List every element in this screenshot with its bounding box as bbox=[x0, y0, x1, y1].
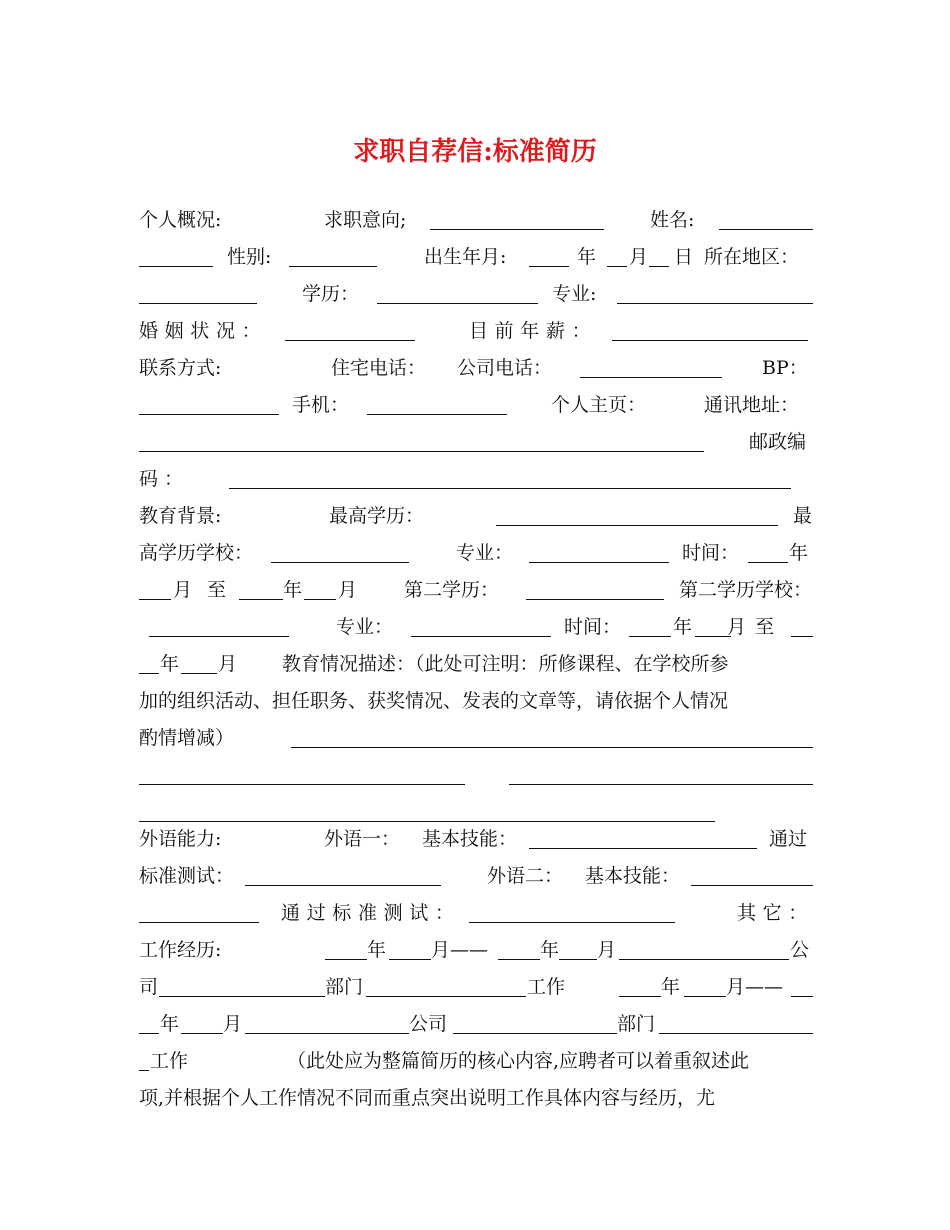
label-text: 目前年薪： bbox=[469, 320, 598, 342]
fill-in-blank[interactable] bbox=[181, 1007, 223, 1034]
resume-line bbox=[139, 1081, 813, 1115]
fill-in-blank[interactable] bbox=[325, 933, 367, 960]
fill-in-blank[interactable] bbox=[139, 277, 257, 304]
fill-in-blank[interactable] bbox=[659, 1007, 813, 1034]
label-text: 基本技能： bbox=[422, 828, 518, 850]
fill-in-blank[interactable] bbox=[245, 859, 441, 886]
fill-in-blank[interactable] bbox=[304, 573, 336, 600]
fill-in-blank[interactable] bbox=[691, 859, 813, 886]
label-text: 第二学历： bbox=[404, 579, 500, 601]
fill-in-blank[interactable] bbox=[526, 573, 664, 600]
label-text: 高学历学校： bbox=[139, 542, 254, 564]
label-text: 年 bbox=[160, 1013, 180, 1035]
label-text: 年 bbox=[577, 246, 597, 268]
label-text: 通讯地址： bbox=[704, 394, 800, 416]
fill-in-blank[interactable] bbox=[430, 203, 604, 230]
label-text: 第二学历学校： bbox=[679, 579, 813, 601]
label-text: 手机： bbox=[292, 394, 350, 416]
fill-in-blank[interactable] bbox=[453, 1007, 617, 1034]
fill-in-blank[interactable] bbox=[366, 970, 526, 997]
fill-in-blank[interactable] bbox=[791, 970, 813, 997]
label-text: 加的组织活动、担任职务、获奖情况、发表的文章等，请依据个人情况 bbox=[139, 690, 729, 712]
fill-in-blank[interactable] bbox=[719, 203, 813, 230]
fill-in-blank[interactable] bbox=[389, 933, 431, 960]
label-text: 月 bbox=[223, 1013, 243, 1035]
fill-in-blank[interactable] bbox=[529, 822, 757, 849]
label-text: 部门 bbox=[325, 976, 364, 998]
resume-line bbox=[139, 425, 813, 459]
fill-in-blank[interactable] bbox=[559, 933, 597, 960]
fill-in-blank[interactable] bbox=[748, 536, 788, 563]
label-text: 工作经历: bbox=[139, 939, 222, 961]
label-text: 最高学历： bbox=[329, 505, 425, 527]
label-text: 公 bbox=[790, 939, 810, 961]
fill-in-blank[interactable] bbox=[695, 610, 731, 637]
label-text: 年 bbox=[160, 653, 180, 675]
fill-in-blank[interactable] bbox=[367, 388, 507, 415]
resume-line bbox=[139, 462, 813, 496]
fill-in-blank[interactable] bbox=[291, 721, 813, 748]
fill-in-blank[interactable] bbox=[139, 1007, 159, 1034]
resume-line bbox=[139, 896, 813, 930]
fill-in-blank[interactable] bbox=[529, 240, 569, 267]
label-text: 年 bbox=[540, 939, 560, 961]
label-text: 外语一： bbox=[324, 828, 401, 850]
resume-line bbox=[139, 758, 813, 792]
label-text: 教育情况描述：（此处可注明：所修课程、在学校所参 bbox=[282, 653, 729, 675]
label-text: （此处应为整篇简历的核心内容,应聘者可以着重叙述此 bbox=[287, 1050, 750, 1072]
label-text: 性别: bbox=[227, 246, 272, 268]
fill-in-blank[interactable] bbox=[619, 970, 661, 997]
fill-in-blank[interactable] bbox=[791, 610, 813, 637]
fill-in-blank[interactable] bbox=[411, 610, 551, 637]
fill-in-blank[interactable] bbox=[229, 462, 791, 489]
label-text: 学历： bbox=[302, 283, 360, 305]
resume-line bbox=[139, 1044, 813, 1078]
resume-line bbox=[139, 277, 813, 311]
label-text: 婚姻状况： bbox=[139, 320, 268, 342]
page-title: 求职自荐信:标准简历 bbox=[353, 137, 597, 167]
label-text: 月 bbox=[173, 579, 193, 601]
label-text: 日 bbox=[674, 246, 694, 268]
label-text: 工作 bbox=[527, 976, 566, 998]
label-text: 年 bbox=[789, 542, 809, 564]
label-text: 酌情增减） bbox=[139, 727, 235, 749]
label-text: 年 bbox=[283, 579, 303, 601]
resume-line bbox=[139, 351, 813, 385]
fill-in-blank[interactable] bbox=[139, 896, 259, 923]
label-text: 外语二： bbox=[487, 865, 564, 887]
label-text: 月—— bbox=[726, 976, 784, 998]
fill-in-blank[interactable] bbox=[139, 795, 715, 822]
label-text: 其它： bbox=[737, 902, 814, 924]
fill-in-blank[interactable] bbox=[245, 1007, 409, 1034]
label-text: BP： bbox=[762, 357, 808, 379]
fill-in-blank[interactable] bbox=[580, 351, 722, 378]
label-text: 通过标准测试： bbox=[281, 902, 461, 924]
fill-in-blank[interactable] bbox=[612, 314, 808, 341]
resume-line bbox=[139, 933, 813, 967]
resume-line bbox=[139, 970, 813, 1004]
label-text: 码 ： bbox=[139, 468, 184, 490]
label-text: 求职意向; bbox=[324, 209, 407, 231]
label-text: 联系方式: bbox=[139, 357, 222, 379]
fill-in-blank[interactable] bbox=[159, 970, 325, 997]
label-text: 专业： bbox=[336, 616, 394, 638]
label-text: 专业： bbox=[456, 542, 514, 564]
resume-line bbox=[139, 573, 813, 607]
fill-in-blank[interactable] bbox=[684, 970, 726, 997]
label-text: 月 bbox=[629, 246, 649, 268]
resume-line bbox=[139, 536, 813, 570]
fill-in-blank[interactable] bbox=[617, 277, 813, 304]
fill-in-blank[interactable] bbox=[529, 536, 669, 563]
fill-in-blank[interactable] bbox=[629, 610, 671, 637]
resume-line bbox=[139, 684, 813, 718]
label-text: 专业: bbox=[552, 283, 597, 305]
fill-in-blank[interactable] bbox=[285, 314, 415, 341]
label-text: 月 bbox=[597, 939, 617, 961]
resume-line bbox=[139, 647, 813, 681]
label-text: 个人主页： bbox=[551, 394, 647, 416]
label-text: 部门 bbox=[617, 1013, 656, 1035]
label-text: 年 bbox=[367, 939, 387, 961]
fill-in-blank[interactable] bbox=[289, 240, 377, 267]
label-text: 姓名: bbox=[650, 209, 695, 231]
label-text: 基本技能： bbox=[585, 865, 681, 887]
label-text: 最 bbox=[793, 505, 813, 527]
label-text: 时间： bbox=[564, 616, 622, 638]
fill-in-blank[interactable] bbox=[139, 573, 171, 600]
label-text: 月 bbox=[727, 616, 747, 638]
fill-in-blank[interactable] bbox=[649, 240, 669, 267]
fill-in-blank[interactable] bbox=[139, 425, 704, 452]
label-text: 所在地区： bbox=[704, 246, 800, 268]
resume-line bbox=[139, 721, 813, 755]
fill-in-blank[interactable] bbox=[139, 240, 213, 267]
label-text: 月 bbox=[218, 653, 238, 675]
resume-line bbox=[139, 859, 813, 893]
fill-in-blank[interactable] bbox=[496, 499, 778, 526]
label-text: 住宅电话： bbox=[331, 357, 427, 379]
label-text: 通过 bbox=[769, 828, 808, 850]
fill-in-blank[interactable] bbox=[139, 388, 279, 415]
fill-in-blank[interactable] bbox=[377, 277, 538, 304]
resume-line bbox=[139, 822, 813, 856]
resume-line bbox=[139, 499, 813, 533]
label-text: 司 bbox=[139, 976, 159, 998]
label-text: 公司电话： bbox=[457, 357, 553, 379]
label-text: 出生年月: bbox=[424, 246, 507, 268]
label-text: 至 bbox=[207, 579, 227, 601]
resume-line bbox=[139, 610, 813, 644]
label-text: 年 bbox=[661, 976, 681, 998]
label-text: 时间： bbox=[682, 542, 740, 564]
label-text: 年 bbox=[673, 616, 693, 638]
label-text: 项,并根据个人工作情况不同而重点突出说明工作具体内容与经历，尤 bbox=[139, 1087, 716, 1109]
resume-line bbox=[139, 1007, 813, 1041]
resume-line bbox=[139, 240, 813, 274]
fill-in-blank[interactable] bbox=[181, 647, 217, 674]
fill-in-blank[interactable] bbox=[271, 536, 409, 563]
fill-in-blank[interactable] bbox=[498, 933, 540, 960]
fill-in-blank[interactable] bbox=[619, 933, 789, 960]
fill-in-blank[interactable] bbox=[139, 647, 159, 674]
resume-line bbox=[139, 388, 813, 422]
label-text: 邮政编 bbox=[749, 431, 807, 453]
fill-in-blank[interactable] bbox=[139, 1044, 149, 1071]
fill-in-blank[interactable] bbox=[139, 758, 465, 785]
label-text: 月—— bbox=[431, 939, 489, 961]
label-text: 教育背景: bbox=[139, 505, 222, 527]
resume-line bbox=[139, 314, 813, 348]
fill-in-blank[interactable] bbox=[469, 896, 675, 923]
fill-in-blank[interactable] bbox=[149, 610, 289, 637]
label-text: 至 bbox=[755, 616, 775, 638]
label-text: 公司 bbox=[409, 1013, 448, 1035]
label-text: 外语能力: bbox=[139, 828, 222, 850]
resume-line bbox=[139, 203, 813, 237]
label-text: 工作 bbox=[150, 1050, 189, 1072]
fill-in-blank[interactable] bbox=[239, 573, 283, 600]
fill-in-blank[interactable] bbox=[509, 758, 813, 785]
fill-in-blank[interactable] bbox=[607, 240, 627, 267]
label-text: 个人概况: bbox=[139, 209, 222, 231]
label-text: 标准测试： bbox=[139, 865, 235, 887]
label-text: 月 bbox=[338, 579, 358, 601]
